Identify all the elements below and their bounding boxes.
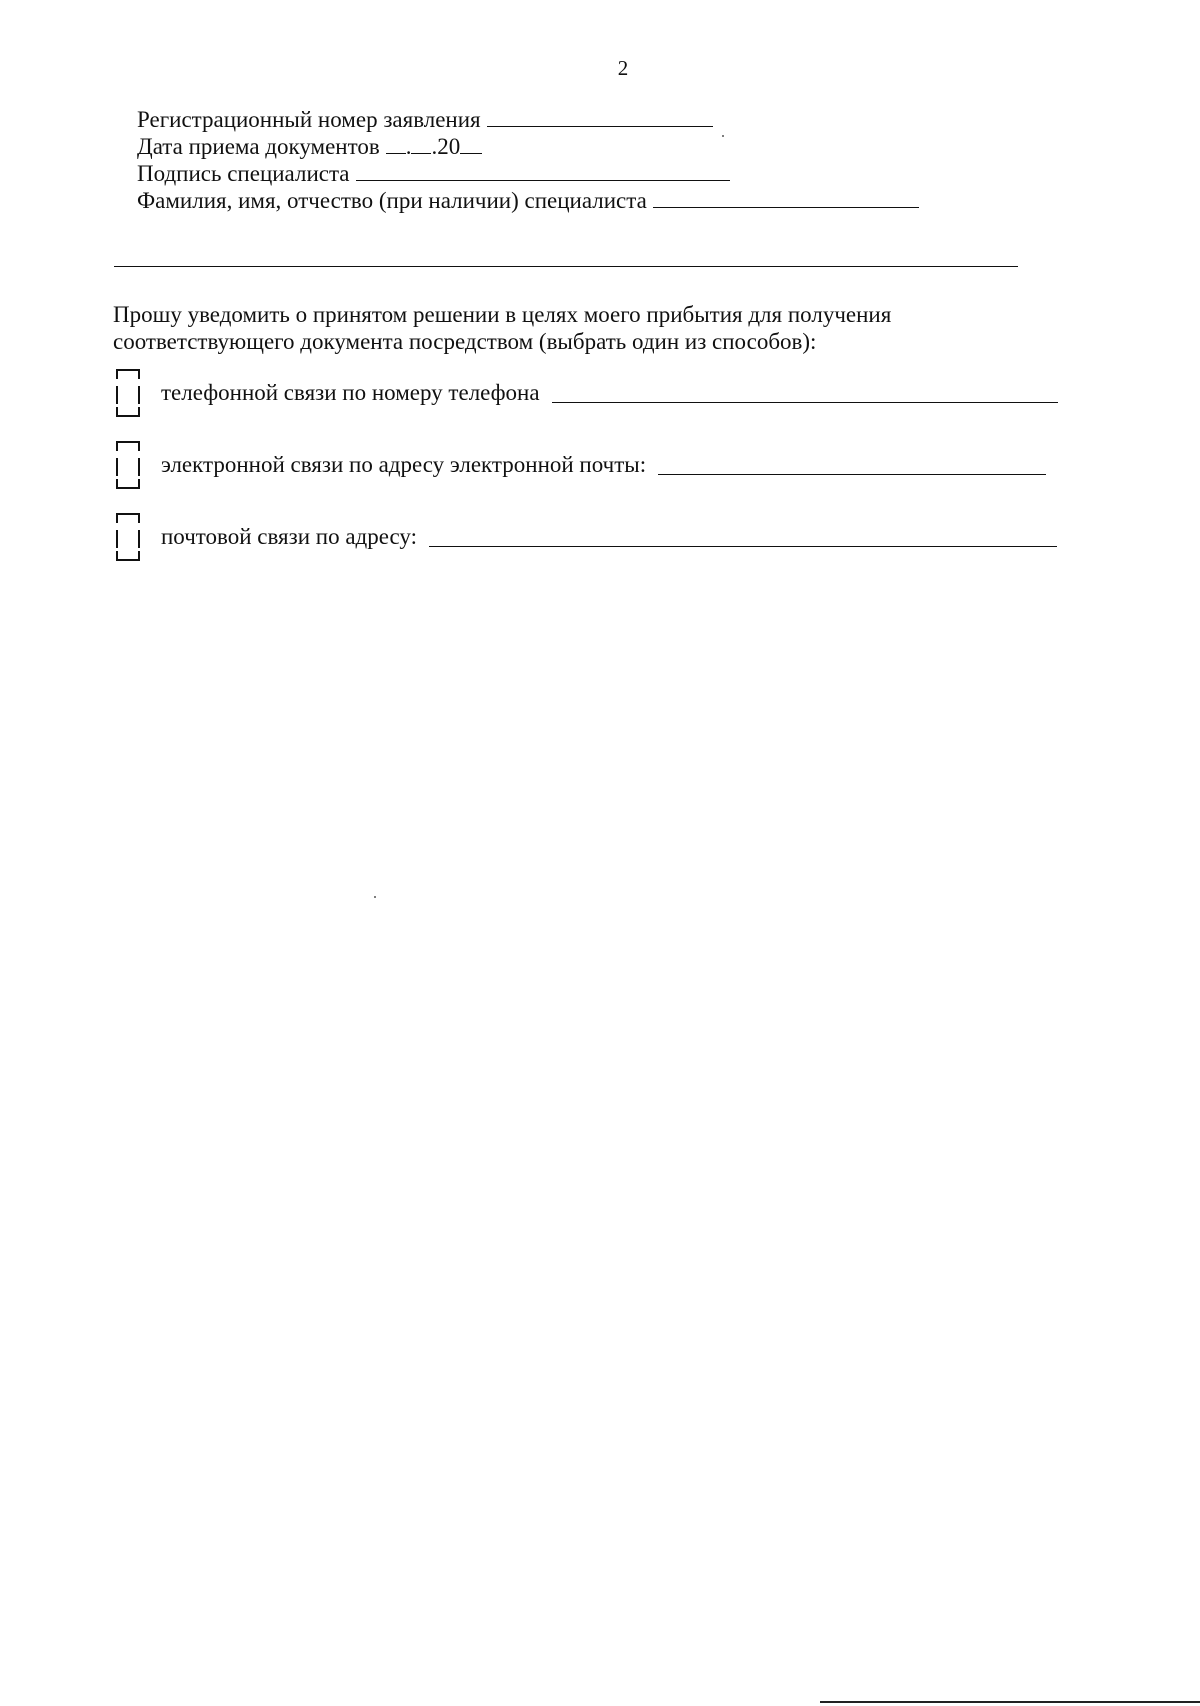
- scan-speck: [374, 896, 376, 898]
- option-post[interactable]: [115, 512, 1057, 562]
- acceptance-date-row: [137, 133, 919, 160]
- acceptance-date-label: Дата приема документов: [137, 134, 380, 159]
- application-number-label: Регистрационный номер заявления: [137, 107, 481, 132]
- date-year-prefix: .20: [431, 134, 461, 159]
- post-checkbox[interactable]: [115, 512, 141, 562]
- option-post-label: почтовой связи по адресу:: [161, 524, 418, 549]
- option-phone[interactable]: [115, 368, 1058, 418]
- application-number-field[interactable]: [487, 108, 713, 127]
- request-line-1: Прошу уведомить о принятом решении в целях моего прибытия для получения: [113, 302, 892, 327]
- email-checkbox[interactable]: [115, 440, 141, 490]
- registration-block: [137, 106, 919, 214]
- option-phone-label: телефонной связи по номеру телефона: [161, 380, 540, 405]
- date-dot: .: [405, 134, 412, 159]
- phone-checkbox[interactable]: [115, 368, 141, 418]
- request-line-2: соответствующего документа посредством (выбрать один из способов):: [113, 329, 817, 354]
- application-number-row: [137, 106, 919, 133]
- scan-speck: [722, 135, 724, 137]
- specialist-name-row: [137, 187, 919, 214]
- date-month-blank[interactable]: [411, 135, 431, 154]
- checkbox-bracket-icon: [115, 368, 141, 418]
- page-number: 2: [617, 56, 629, 80]
- notification-request-text: [113, 301, 891, 355]
- checkbox-bracket-icon: [115, 440, 141, 490]
- acceptance-date-field[interactable]: [386, 133, 483, 160]
- checkbox-bracket-icon: [115, 512, 141, 562]
- option-email[interactable]: [115, 440, 1046, 490]
- option-email-label: электронной связи по адресу электронной почты:: [161, 452, 647, 477]
- specialist-signature-field[interactable]: [356, 162, 730, 181]
- scan-edge-line: [820, 1701, 1200, 1703]
- postal-address-field[interactable]: [429, 528, 1057, 547]
- section-divider: [114, 266, 1018, 267]
- date-day-blank[interactable]: [386, 135, 406, 154]
- specialist-name-field[interactable]: [653, 189, 919, 208]
- email-address-field[interactable]: [658, 456, 1046, 475]
- specialist-signature-row: [137, 160, 919, 187]
- date-year-blank[interactable]: [460, 135, 482, 154]
- specialist-name-label: Фамилия, имя, отчество (при наличии) специалиста: [137, 188, 647, 213]
- specialist-signature-label: Подпись специалиста: [137, 161, 350, 186]
- phone-number-field[interactable]: [552, 384, 1058, 403]
